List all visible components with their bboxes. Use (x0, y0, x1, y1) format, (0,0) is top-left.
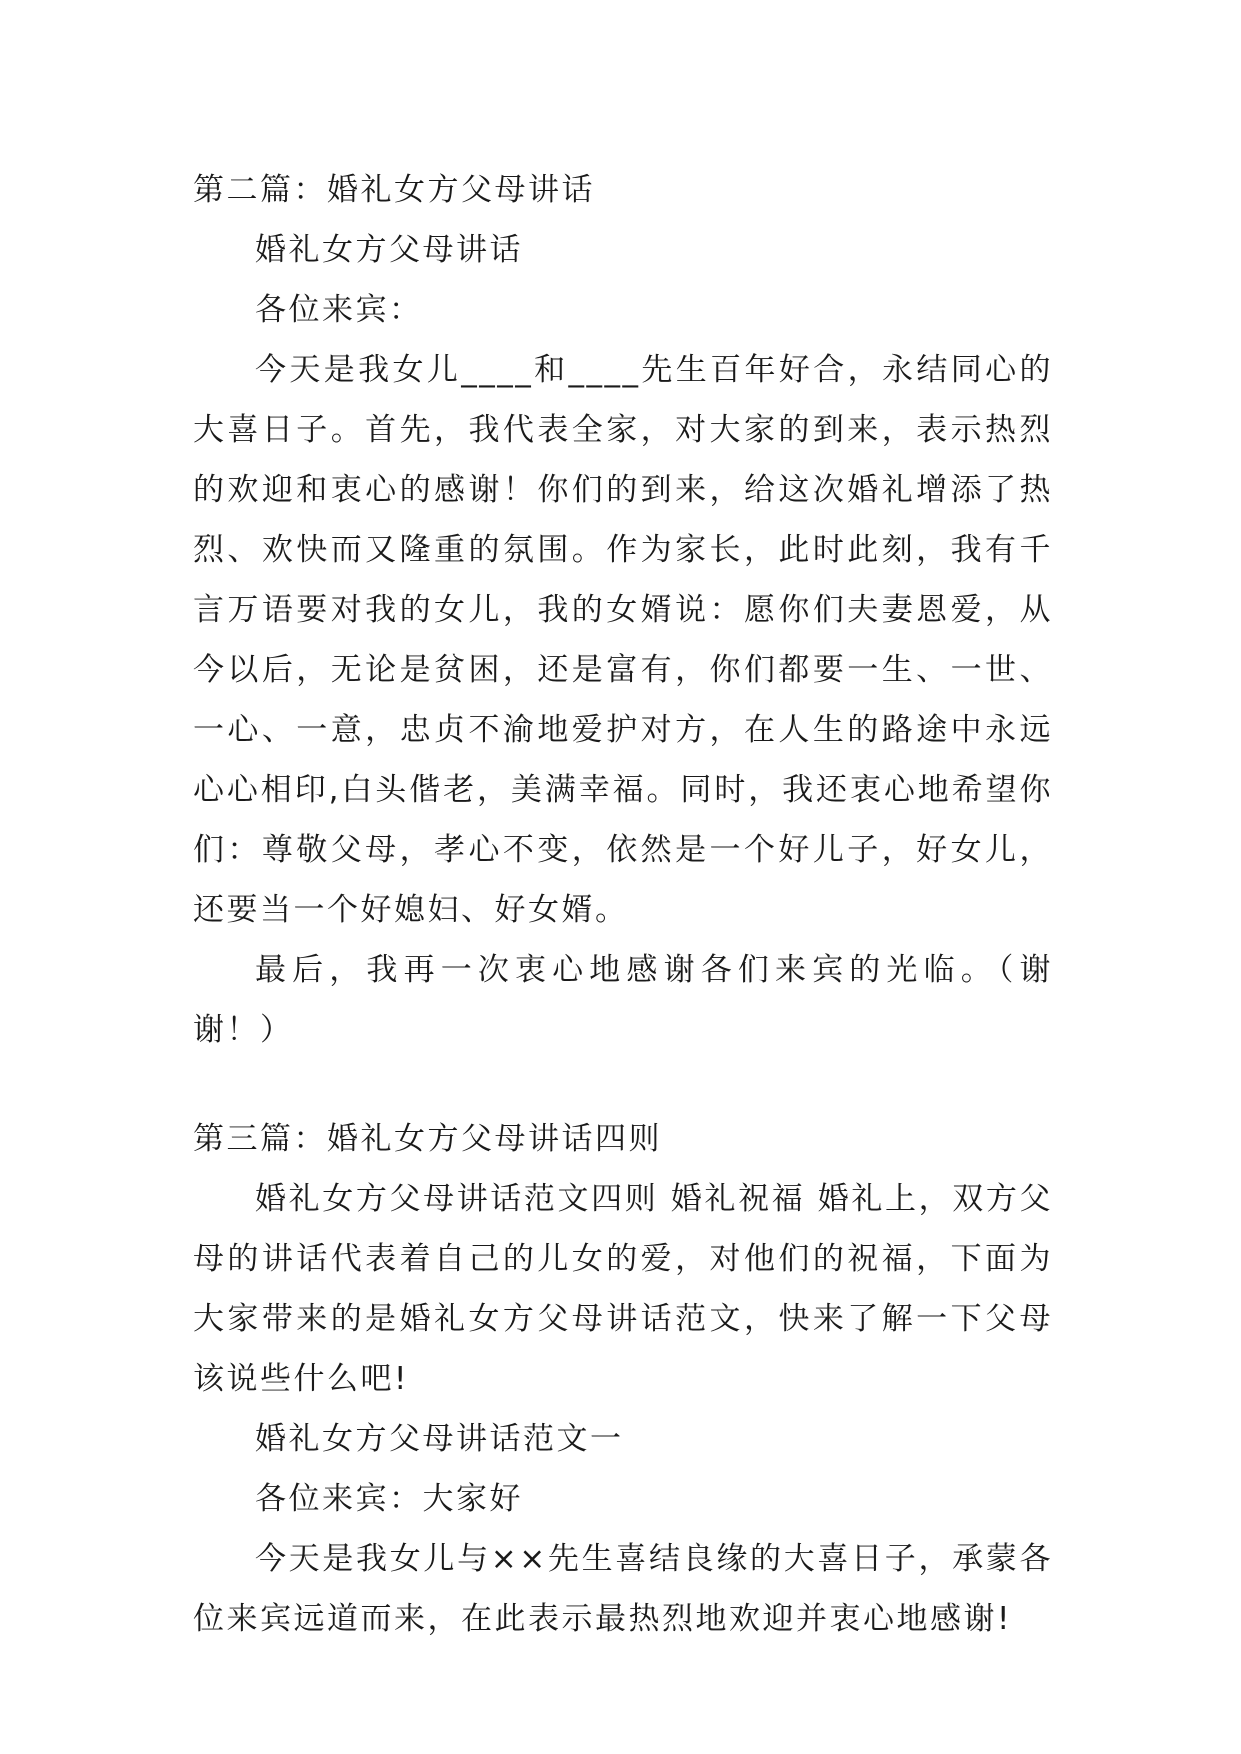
document-content (193, 160, 1053, 1649)
section-3-body: 今天是我女儿与××先生喜结良缘的大喜日子，承蒙各位来宾远道而来，在此表示最热烈地欢迎并衷心地感谢! (193, 1541, 1053, 1637)
section-2-closing: 最后，我再一次衷心地感谢各们来宾的光临。（谢谢！） (193, 952, 1053, 1048)
section-3-heading: 第三篇：婚礼女方父母讲话四则 (193, 1121, 662, 1157)
section-2-heading: 第二篇：婚礼女方父母讲话 (193, 172, 595, 208)
section-divider-space (193, 1060, 1053, 1109)
section-3-greeting: 各位来宾：大家好 (255, 1481, 523, 1517)
section-2-greeting: 各位来宾： (255, 292, 423, 328)
section-3-intro: 婚礼女方父母讲话范文四则 婚礼祝福 婚礼上，双方父母的讲话代表着自己的儿女的爱，对他们的祝福，下面为大家带来的是婚礼女方父母讲话范文，快来了解一下父母该说些什么吧! (193, 1181, 1053, 1397)
section-3-subtitle: 婚礼女方父母讲话范文一 (255, 1421, 624, 1457)
section-2-subtitle: 婚礼女方父母讲话 (255, 232, 523, 268)
section-2-body: 今天是我女儿____和____先生百年好合，永结同心的大喜日子。首先，我代表全家，对大家的到来，表示热烈的欢迎和衷心的感谢！你们的到来，给这次婚礼增添了热烈、欢快而又隆重的氛围。作为家长，此时此刻，我有千言万语要对我的女儿，我的女婿说：愿你们夫妻恩爱，从今以后，无论是贫困，还是富有，你们都要一生、一世、一心、一意，忠贞不渝地爱护对方，在人生的路途中永远心心相印,白头偕老，美满幸福。同时，我还衷心地希望你们：尊敬父母，孝心不变，依然是一个好儿子，好女儿，还要当一个好媳妇、好女婿。 (193, 352, 1053, 928)
